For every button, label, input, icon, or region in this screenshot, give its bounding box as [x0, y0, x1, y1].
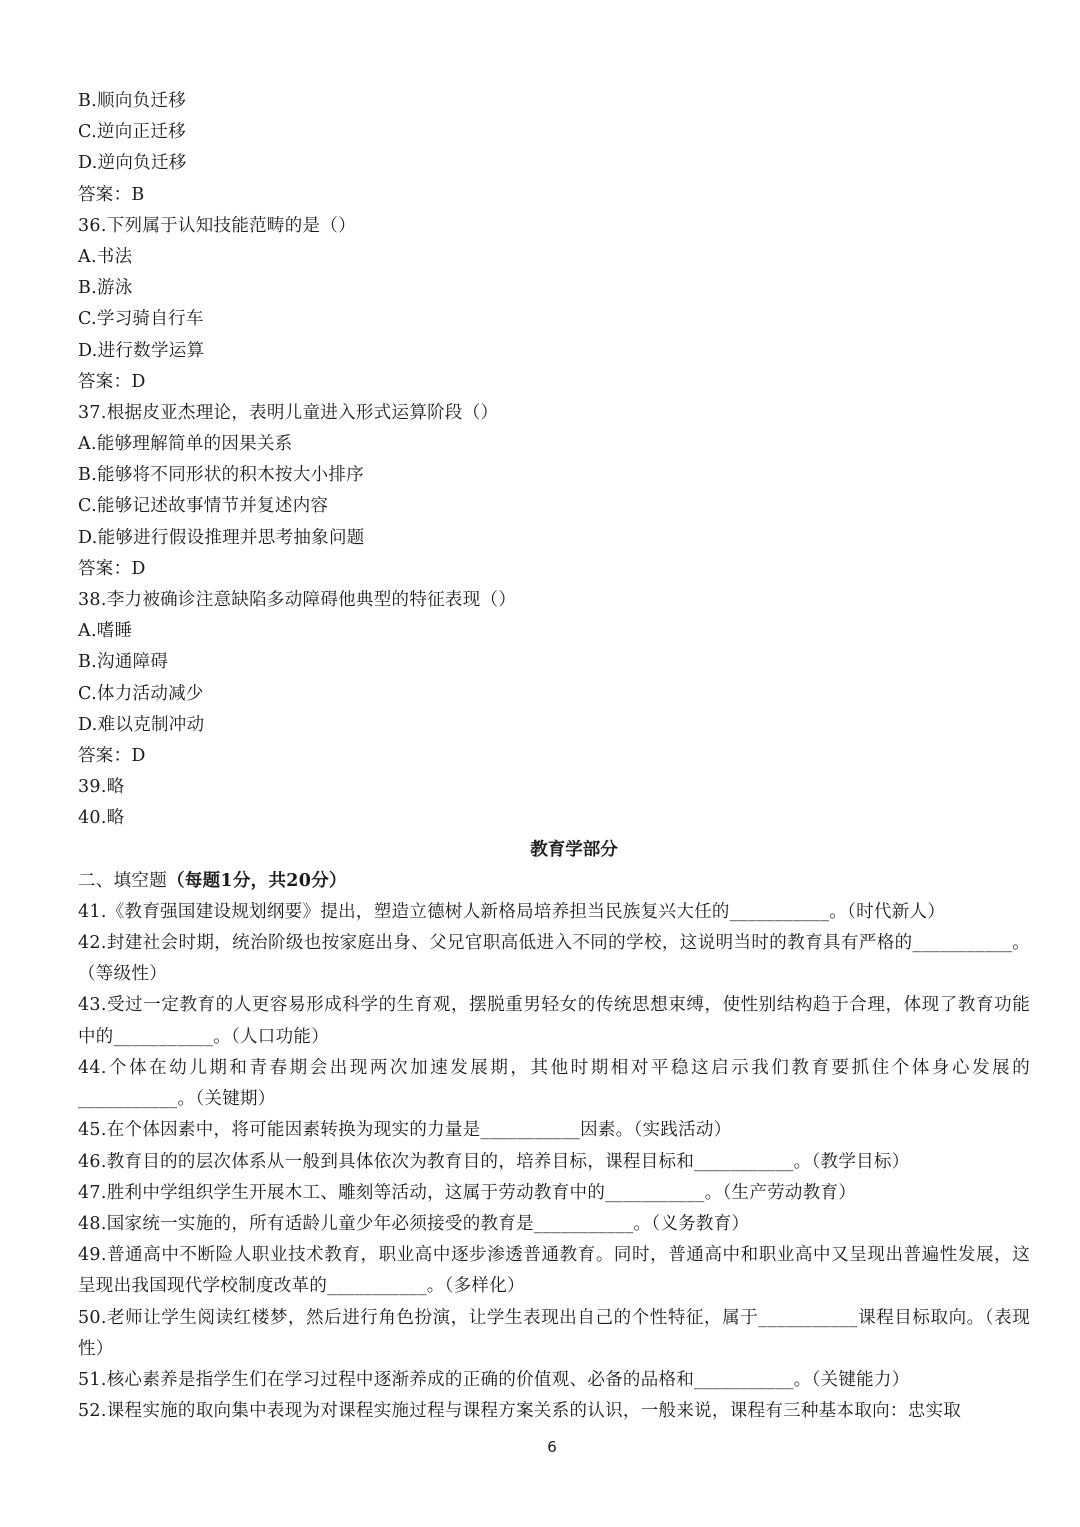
- option-38-a: A.嗜睡: [78, 621, 133, 642]
- answer-38: 答案：D: [78, 745, 146, 766]
- fill-item-50: 50.老师让学生阅读红楼梦，然后进行角色扮演，让学生表现出自己的个性特征，属于___________课程目标取向。（表现性）: [78, 1307, 1030, 1359]
- fill-item-46: 46.教育目的的层次体系从一般到具体依次为教育目的，培养目标，课程目标和___________。（教学目标）: [78, 1151, 910, 1172]
- option-35-b: B.顺向负迁移: [78, 91, 187, 111]
- option-37-c: C.能够记述故事情节并复述内容: [78, 496, 329, 517]
- question-39: 39.略: [78, 777, 125, 798]
- option-36-c: C.学习骑自行车: [78, 309, 204, 330]
- answer-37: 答案：D: [78, 558, 146, 579]
- option-37-d: D.能够进行假设推理并思考抽象问题: [78, 527, 365, 548]
- option-38-c: C.体力活动减少: [78, 683, 204, 704]
- option-37-a: A.能够理解简单的因果关系: [78, 434, 293, 455]
- fill-item-47: 47.胜利中学组织学生开展木工、雕刻等活动，这属于劳动教育中的___________。（生产劳动教育）: [78, 1182, 857, 1203]
- fill-item-48: 48.国家统一实施的，所有适龄儿童少年必须接受的教育是___________。（义务教育）: [78, 1213, 750, 1234]
- section-heading: [78, 866, 1030, 897]
- section-heading-prefix: 二、填空题: [78, 870, 167, 891]
- option-36-d: D.进行数学运算: [78, 340, 205, 361]
- page-number: 6: [547, 1438, 557, 1456]
- option-37-b: B.能够将不同形状的积木按大小排序: [78, 465, 365, 486]
- page-content: [78, 86, 1030, 1427]
- option-36-b: B.游泳: [78, 278, 133, 299]
- option-35-c: C.逆向正迁移: [78, 122, 186, 143]
- question-37: 37.根据皮亚杰理论，表明儿童进入形式运算阶段（）: [78, 402, 499, 423]
- option-38-b: B.沟通障碍: [78, 652, 169, 673]
- fill-item-42: 42.封建社会时期，统治阶级也按家庭出身、父兄官职高低进入不同的学校，这说明当时的教育具有严格的___________。（等级性）: [78, 933, 1030, 985]
- answer-36: 答案：D: [78, 371, 146, 392]
- section-heading-scoring: （每题1分，共20分）: [167, 870, 347, 891]
- answer-35: 答案：B: [78, 184, 145, 205]
- question-40: 40.略: [78, 808, 125, 829]
- fill-item-45: 45.在个体因素中，将可能因素转换为现实的力量是___________因素。（实践活动）: [78, 1120, 732, 1141]
- fill-item-41: 41.《教育强国建设规划纲要》提出，塑造立德树人新格局培养担当民族复兴大任的___________。（时代新人）: [78, 901, 946, 922]
- fill-item-49: 49.普通高中不断险人职业技术教育，职业高中逐步渗透普通教育。同时，普通高中和职业高中又呈现出普遍性发展，这呈现出我国现代学校制度改革的___________。（多样化）: [78, 1245, 1030, 1297]
- option-36-a: A.书法: [78, 246, 133, 267]
- option-35-d: D.逆向负迁移: [78, 153, 187, 174]
- fill-item-51: 51.核心素养是指学生们在学习过程中逐渐养成的正确的价值观、必备的品格和___________。（关键能力）: [78, 1369, 910, 1390]
- question-38: 38.李力被确诊注意缺陷多动障碍他典型的特征表现（）: [78, 590, 517, 610]
- fill-item-44: 44.个体在幼儿期和青春期会出现两次加速发展期，其他时期相对平稳这启示我们教育要抓住个体身心发展的___________。（关键期）: [78, 1057, 1030, 1110]
- option-38-d: D.难以克制冲动: [78, 714, 205, 735]
- section-title: 教育学部分: [530, 839, 618, 860]
- fill-item-43: 43.受过一定教育的人更容易形成科学的生育观，摆脱重男轻女的传统思想束缚，使性别结构趋于合理，体现了教育功能中的___________。（人口功能）: [78, 995, 1030, 1047]
- fill-item-52: 52.课程实施的取向集中表现为对课程实施过程与课程方案关系的认识，一般来说，课程有三种基本取向：忠实取: [78, 1401, 962, 1422]
- question-36: 36.下列属于认知技能范畴的是（）: [78, 215, 356, 236]
